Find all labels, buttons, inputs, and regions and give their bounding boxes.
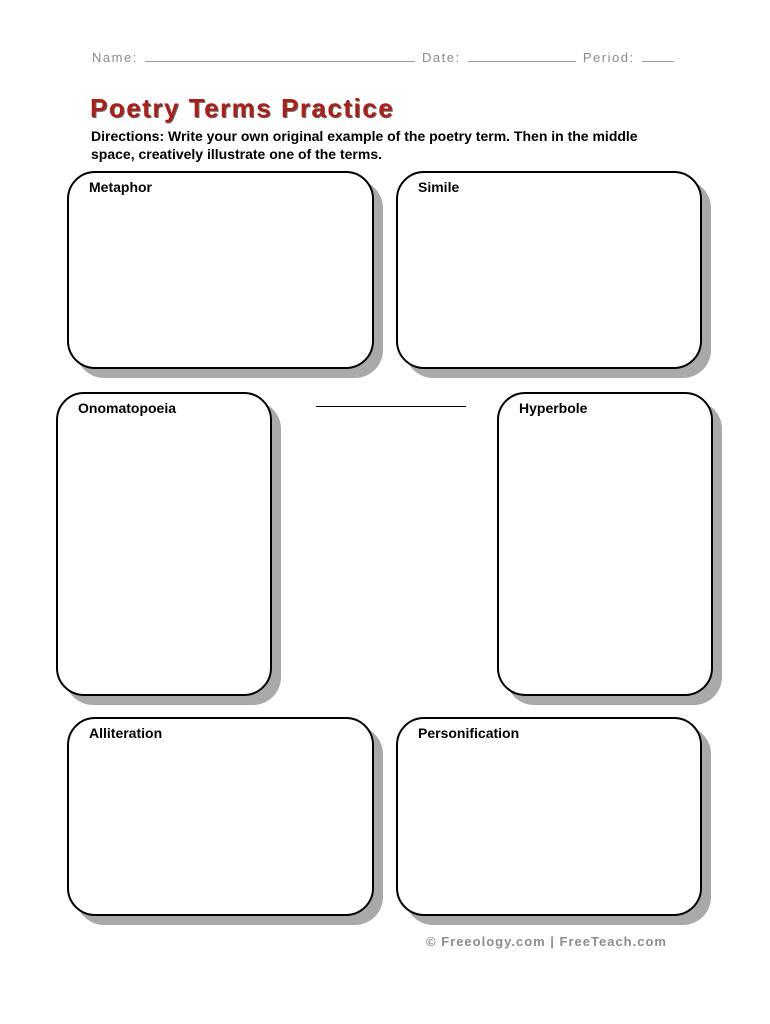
directions-text: Directions: Write your own original example of the poetry term. Then in the middle space, creatively illustrate one of the terms. <box>91 128 638 162</box>
simile-box[interactable] <box>396 171 702 369</box>
date-label: Date: <box>422 50 461 65</box>
personification-label: Personification <box>418 725 520 741</box>
period-label: Period: <box>582 50 635 65</box>
name-blank[interactable] <box>145 51 415 62</box>
period-blank[interactable] <box>642 51 674 62</box>
personification-box[interactable] <box>396 717 702 916</box>
page-title: Poetry Terms Practice <box>90 93 395 123</box>
hyperbole-box[interactable] <box>497 392 713 696</box>
metaphor-label: Metaphor <box>89 179 152 195</box>
hyperbole-label: Hyperbole <box>519 400 588 416</box>
onomatopoeia-label: Onomatopoeia <box>78 400 177 416</box>
metaphor-box[interactable] <box>67 171 374 369</box>
illustration-title-line[interactable] <box>316 406 466 407</box>
alliteration-box[interactable] <box>67 717 374 916</box>
onomatopoeia-box[interactable] <box>56 392 272 696</box>
alliteration-label: Alliteration <box>89 725 163 741</box>
simile-label: Simile <box>418 179 460 195</box>
footer-credit: © Freeology.com | FreeTeach.com <box>426 934 667 949</box>
student-info-line <box>92 50 672 65</box>
name-label: Name: <box>92 50 138 65</box>
date-blank[interactable] <box>468 51 576 62</box>
